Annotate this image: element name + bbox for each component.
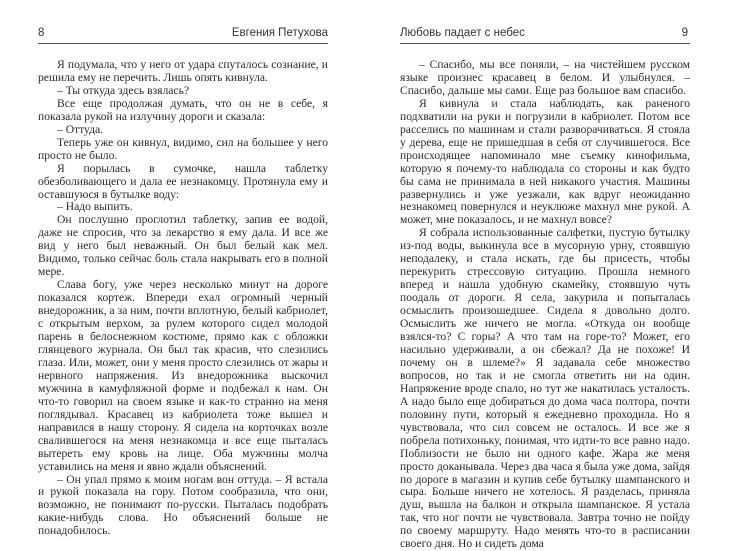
left-running-header xyxy=(38,27,328,44)
paragraph: – Спасибо, мы все поняли, – на чистейшем русском языке произнес красавец в белом. И улыбнулся. – Спасибо, дальше мы сами. Еще раз большое вам спасибо. xyxy=(400,58,690,97)
paragraph: Он послушно проглотил таблетку, запив ее водой, даже не спросив, что за лекарство я ему дала. И все же вид у него был неважный. Он был белый как мел. Видимо, только сейчас боль стала накрывать его в полной мере. xyxy=(38,213,328,279)
left-page-body xyxy=(38,59,328,538)
left-page xyxy=(0,0,368,540)
paragraph: – Он упал прямо к моим ногам вон оттуда. – Я встала и рукой показала на гору. Потом сообразила, что они, возможно, не понимают по-русски. Пыталась подобрать какие-нибудь слова. Но объяснений больше не понадобилось. xyxy=(38,472,328,538)
paragraph: Теперь уже он кивнул, видимо, сил на большее у него просто не было. xyxy=(38,135,328,162)
right-running-header xyxy=(400,27,690,44)
paragraph: – Оттуда. xyxy=(57,122,104,136)
paragraph: Я собрала использованные салфетки, пустую бутылку из-под воды, выкинула все в мусорную урну, стоявшую неподалеку, и стала искать, где бы присесть, чтобы перекурить стрессовую ситуацию. Прошла немного вперед и нашла удобную скамейку, стоявшую чуть поодаль от дороги. Я села, закурила и попыталась осмыслить произошедшее. Сидела я довольно долго. Осмыслить же ничего не могла. «Откуда он вообще взялся-то? С горы? А что там на горе-то? Может, его насильно удерживали, а он сбежал? Да не похоже! И почему он в шлеме?» Я задавала себе множество вопросов, но так и не смогла ответить ни на один. Напряжение вроде спало, но тут же накатилась усталость. А надо было еще добираться до дома часа полтора, почти половину пути, который я ежедневно проходила. Но я чувствовала, что сил совсем не осталось. И все же я побрела потихоньку, понимая, что идти-то все равно надо. Поблизости не было ни одного кафе. Жара же меня просто доканывала. Через два часа я была уже дома, зайдя по дороге в магазин и купив себе бутылку шампанского и сыра. Больше ничего не хотелось. Я разделась, приняла душ, вышла на балкон и открыла шампанское. Я устала так, что ног почти не чувствовала. Завтра точно не пойду по своему маршруту. Надо менять что-то в расписании своего дня. Но и сидеть дома xyxy=(400,226,690,551)
page-number: 9 xyxy=(681,27,688,39)
right-page xyxy=(368,0,736,551)
paragraph: – Ты откуда здесь взялась? xyxy=(57,83,190,97)
page-number: 8 xyxy=(38,27,45,39)
author-name: Евгения Петухова xyxy=(231,27,328,39)
paragraph: Я кивнула и стала наблюдать, как раненого подхватили на руки и погрузили в кабриолет. Потом все расселись по машинам и стали разворачиваться. Я стояла у дерева, еще не пришедшая в себя от случившегося. Все происходящее напоминало мне съемку кинофильма, которую я почему-то наблюдала со стороны и как будто бы сама не принимала в ней никакого участия. Машины развернулись и уже уезжали, как вдруг неожиданно незнакомец повернулся и неуклюже махнул мне рукой. А может, мне показалось, и не махнул вовсе? xyxy=(400,96,690,227)
paragraph: Я подумала, что у него от удара спуталось сознание, и решила ему не перечить. Лишь опять кивнула. xyxy=(38,58,328,84)
paragraph: Я порылась в сумочке, нашла таблетку обезболивающего и дала ее незнакомцу. Протянула ему и оставшуюся в бутылке воду: xyxy=(38,161,328,201)
paragraph: Все еще продолжая думать, что он не в себе, я показала рукой на излучину дороги и сказала: xyxy=(38,96,328,123)
paragraph: – Надо выпить. xyxy=(57,200,133,214)
paragraph: Слава богу, уже через несколько минут на дороге показался кортеж. Впереди ехал огромный черный внедорожник, а за ним, почти вплотную, белый кабриолет, с открытым верхом, за рулем которого сидел молодой парень в белоснежном костюме, прямо как с обложки глянцевого журнала. Он был так красив, что слезились глаза. Или, может, они у меня просто слезились от жары и нервного напряжения. Из внедорожника выскочил мужчина в камуфляжной форме и подбежал к нам. Он что-то говорил на своем языке и как-то странно на меня поглядывал. Красавец из кабриолета тоже вышел и направился в нашу сторону. Я сидела на корточках возле свалившегося на меня незнакомца и все еще пыталась вытереть ему кровь на лице. Оба мужчины молча уставились на меня и явно ждали объяснений. xyxy=(38,278,328,473)
right-page-body xyxy=(400,59,690,551)
book-title: Любовь падает с небес xyxy=(400,27,525,39)
